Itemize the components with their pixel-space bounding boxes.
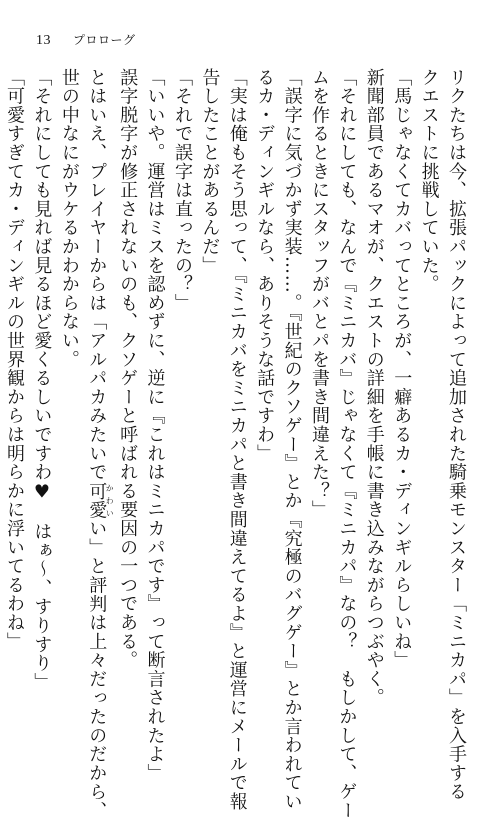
text-line: リクたちは今、拡張パックによって追加された騎乗モンスター「ミニカパ」を入手する <box>446 68 467 802</box>
text-line: るカ・ディンギルなら、ありそうな話ですわ」 <box>254 68 276 463</box>
text-line: 「実は俺もそう思って、『ミニカバをミニカパと書き間違えてるよ』と運営にメールで報 <box>226 68 248 811</box>
text-line: クエストに挑戦していた。 <box>418 68 440 294</box>
text-line: 告したことがあるんだ」 <box>199 68 221 275</box>
page-number: 13 <box>36 33 51 48</box>
text-line: 「それで誤字は直ったの？」 <box>171 68 193 313</box>
vertical-text-body <box>4 68 470 820</box>
chapter-title: プロローグ <box>73 33 136 47</box>
text-line: 「誤字に気づかず実装……。『世紀のクソゲー』とか『究極のバグゲー』とか言われてい <box>281 68 303 811</box>
text-line: 「いいや。運営はミスを認めずに、逆に『これはミニカパです』って断言されたよ」 <box>144 68 166 783</box>
text-line: 世の中なにがウケるかわからない。 <box>58 68 80 369</box>
text-line: 新聞部員であるマオが、クエストの詳細を手帳に書き込みながらつぶやく。 <box>363 68 385 708</box>
ruby-word: 可愛かわい <box>86 481 115 520</box>
page-header <box>36 34 136 48</box>
text-line-with-ruby: とはいえ、プレイヤーからは「アルパカみたいで可愛かわいい」と評判は上々だったのだから、 <box>86 68 115 820</box>
text-line: 「可愛すぎてカ・ディンギルの世界観からは明らかに浮いてるわね」 <box>4 68 25 651</box>
ruby-reading: かわい <box>105 481 115 520</box>
text-line: 「馬じゃなくてカバってところが、一癖あるカ・ディンギルらしいね」 <box>391 68 413 670</box>
text-line: 誤字脱字が修正されないのも、クソゲーと呼ばれる要因の一つである。 <box>117 68 139 670</box>
text-line: 「それにしても見れば見るほど愛くるしいですわ♥ はぁ～、すりすり」 <box>31 68 53 692</box>
text-line: 「それにしても、なんで『ミニカバ』じゃなくて『ミニカパ』なの？ もしかして、ゲー <box>336 68 358 820</box>
text-line: ムを作るときにスタッフがバとパを書き間違えた？」 <box>308 68 330 520</box>
